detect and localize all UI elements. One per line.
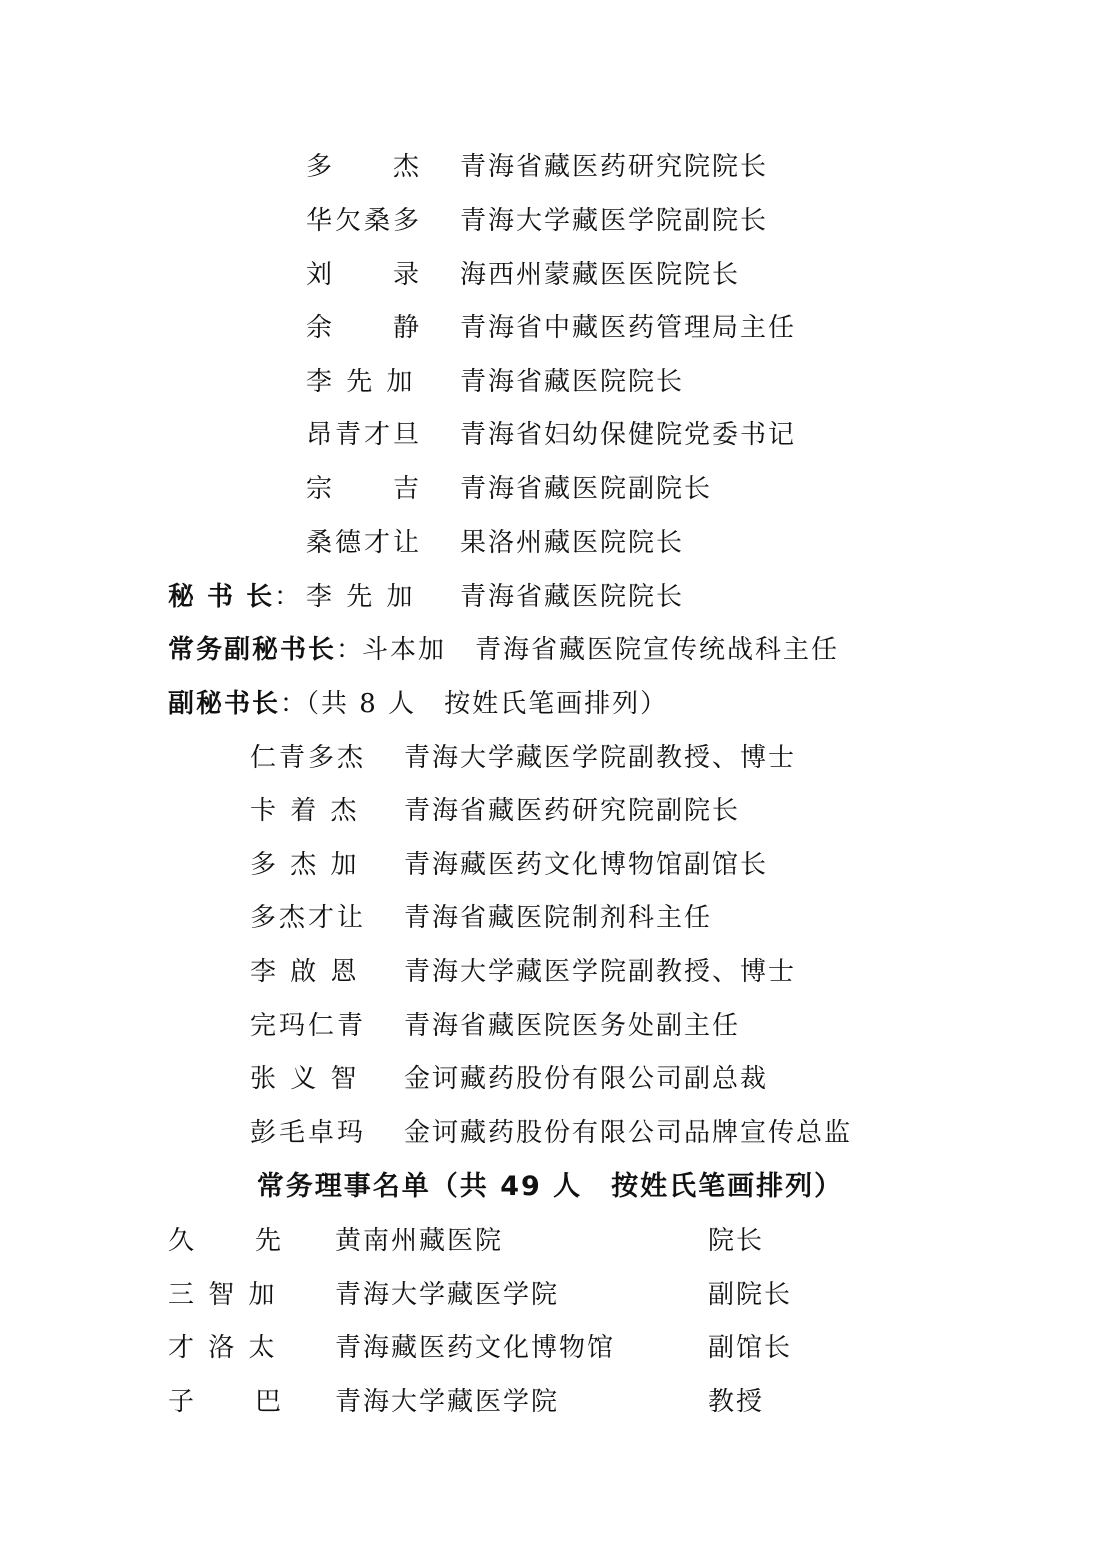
executive-deputy-label: 常务副秘书长	[168, 635, 337, 665]
member-name: 完玛仁青	[250, 1011, 367, 1041]
label-colon: ：	[336, 635, 363, 665]
standing-director-row	[0, 1375, 1102, 1429]
director-name: 才 洛 太	[168, 1333, 278, 1363]
deputy-secretary-row	[0, 945, 1102, 999]
standing-director-row	[0, 1268, 1102, 1322]
label-colon: ：	[274, 582, 301, 612]
member-name: 李 啟 恩	[250, 957, 360, 987]
director-name: 子 巴	[168, 1387, 285, 1417]
secretary-general-label-group	[168, 570, 300, 624]
member-title: 青海省藏医院医务处副主任	[404, 1011, 741, 1041]
director-name: 三 智 加	[168, 1280, 278, 1310]
standing-director-row	[0, 1321, 1102, 1375]
director-organization: 青海大学藏医学院	[335, 1280, 560, 1310]
member-title: 青海省藏医院制剂科主任	[404, 903, 713, 933]
member-name: 宗 吉	[306, 474, 423, 504]
vice-president-row	[0, 301, 1102, 355]
vice-president-row	[0, 248, 1102, 302]
member-name: 桑德才让	[306, 528, 423, 558]
director-name: 久 先	[168, 1226, 285, 1256]
deputy-secretaries-label-group	[168, 677, 668, 731]
secretary-general-label: 秘 书 长	[168, 582, 275, 612]
member-name: 多 杰 加	[250, 850, 360, 880]
member-name: 刘 录	[306, 260, 423, 290]
vice-president-row	[0, 516, 1102, 570]
standing-directors-title: 常务理事名单（共 49 人 按姓氏笔画排列）	[256, 1171, 844, 1202]
member-title: 青海省藏医药研究院院长	[460, 152, 769, 182]
member-name: 仁青多杰	[250, 743, 367, 773]
deputy-secretary-row	[0, 784, 1102, 838]
member-title: 果洛州藏医院院长	[460, 528, 685, 558]
member-title: 金诃藏药股份有限公司品牌宣传总监	[404, 1118, 853, 1148]
deputy-secretary-row	[0, 1106, 1102, 1160]
member-name: 余 静	[306, 313, 423, 343]
secretary-general-title: 青海省藏医院院长	[460, 582, 685, 612]
member-title: 青海省藏医药研究院副院长	[404, 796, 741, 826]
deputy-secretaries-label: 副秘书长	[168, 689, 281, 719]
member-name: 李 先 加	[306, 367, 416, 397]
executive-deputy-label-group	[168, 623, 362, 677]
member-name: 昂青才旦	[306, 420, 423, 450]
secretary-general-name: 李 先 加	[306, 582, 416, 612]
member-name: 多 杰	[306, 152, 423, 182]
member-title: 青海省藏医院院长	[460, 367, 685, 397]
director-position: 院长	[708, 1226, 765, 1256]
standing-director-row	[0, 1214, 1102, 1268]
deputy-secretary-row	[0, 891, 1102, 945]
director-position: 副馆长	[708, 1333, 793, 1363]
label-colon: ：	[280, 689, 307, 719]
secretary-general-row	[0, 570, 1102, 624]
executive-deputy-title: 青海省藏医院宣传统战科主任	[475, 635, 840, 665]
director-organization: 青海藏医药文化博物馆	[335, 1333, 616, 1363]
director-position: 副院长	[708, 1280, 793, 1310]
member-title: 青海省藏医院副院长	[460, 474, 713, 504]
vice-president-row	[0, 194, 1102, 248]
member-name: 华欠桑多	[306, 206, 423, 236]
member-name: 多杰才让	[250, 903, 367, 933]
member-title: 青海大学藏医学院副院长	[460, 206, 769, 236]
vice-president-row	[0, 355, 1102, 409]
director-organization: 青海大学藏医学院	[335, 1387, 560, 1417]
member-title: 青海大学藏医学院副教授、博士	[404, 743, 797, 773]
member-title: 金诃藏药股份有限公司副总裁	[404, 1064, 769, 1094]
director-organization: 黄南州藏医院	[335, 1226, 504, 1256]
executive-deputy-name: 斗本加	[362, 635, 447, 665]
member-title: 青海省中藏医药管理局主任	[460, 313, 797, 343]
member-name: 张 义 智	[250, 1064, 360, 1094]
deputy-secretary-row	[0, 999, 1102, 1053]
member-name: 彭毛卓玛	[250, 1118, 367, 1148]
deputy-secretaries-note: （共 8 人 按姓氏笔画排列）	[306, 689, 669, 719]
member-title: 海西州蒙藏医医院院长	[460, 260, 741, 290]
executive-deputy-row	[0, 623, 1102, 677]
vice-president-row	[0, 462, 1102, 516]
member-title: 青海大学藏医学院副教授、博士	[404, 957, 797, 987]
member-title: 青海藏医药文化博物馆副馆长	[404, 850, 769, 880]
member-title: 青海省妇幼保健院党委书记	[460, 420, 797, 450]
deputy-secretary-row	[0, 731, 1102, 785]
member-name: 卡 着 杰	[250, 796, 360, 826]
director-position: 教授	[708, 1387, 765, 1417]
deputy-secretary-row	[0, 838, 1102, 892]
vice-president-row	[0, 140, 1102, 194]
vice-president-row	[0, 408, 1102, 462]
deputy-secretaries-heading	[0, 677, 1102, 731]
deputy-secretary-row	[0, 1052, 1102, 1106]
